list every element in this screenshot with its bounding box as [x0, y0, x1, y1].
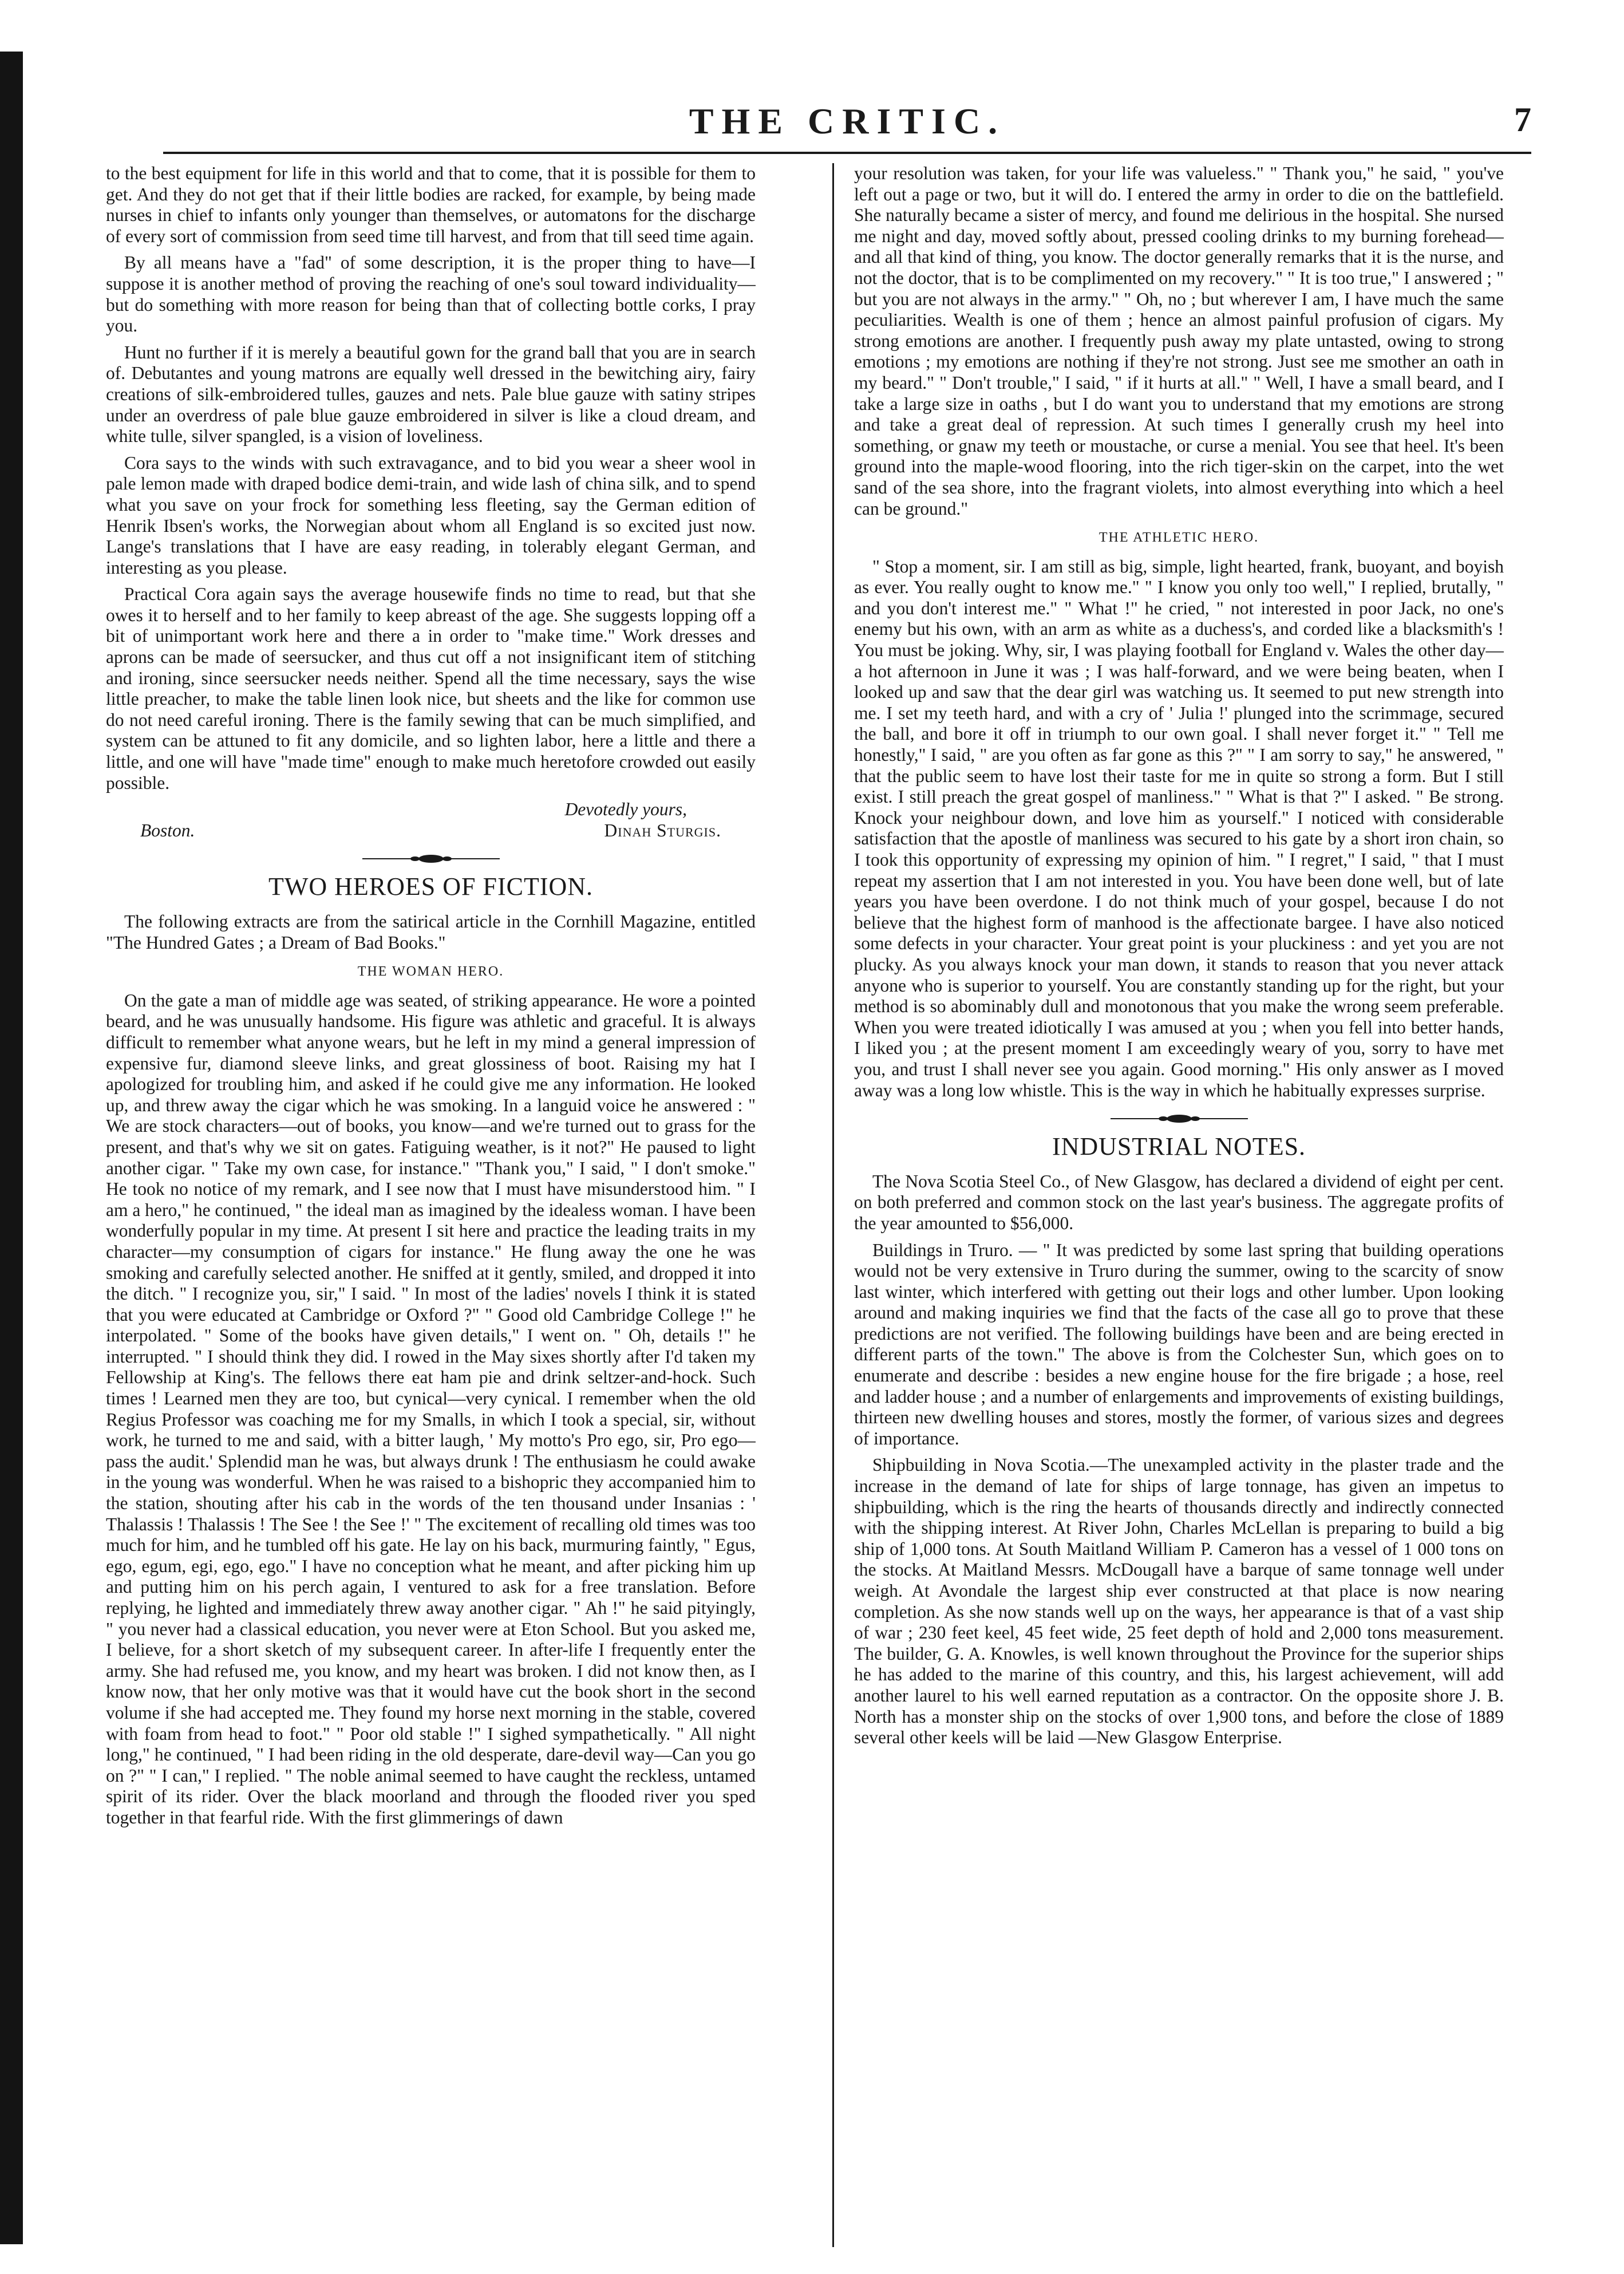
masthead-title: THE CRITIC. — [689, 101, 1006, 141]
letter-signoff — [106, 820, 756, 842]
page-header — [163, 100, 1531, 154]
section-ornament — [362, 854, 500, 864]
news-paragraph: Buildings in Truro. — " It was predicted by some last spring that building operations would not be very extensive in Truro during the summer, owing to the scarcity of snow last winter, which interfered with getting out their logs and other lumber. Upon looking around and making inquiries we find that the facts of the case all go to prove that these predictions are not verified. The following buildings have been and are being erected in different parts of the town." The above is from the Colchester Sun, which goes on to enumerate and describe : besides a new engine house for the fire brigade ; a hose, reel and ladder house ; and a number of enlargements and improvements of existing buildings, thirteen new dwelling houses and stores, mostly the former, of various sizes and degrees of importance. — [854, 1239, 1504, 1448]
right-column — [854, 163, 1504, 2247]
letter-paragraph: Hunt no further if it is merely a beautiful gown for the grand ball that you are in search of. Debutantes and young matrons are equally well dressed in the bewitching airy, fairy creations of silk-embroidered tulles, gauzes and nets. Pale blue gauze with satiny stripes under an overdress of pale blue gauze embroidered in silver is like a cloud dream, and white tulle, silver spangled, is a vision of loveliness. — [106, 342, 756, 447]
story-paragraph: On the gate a man of middle age was seated, of striking appearance. He wore a pointed beard, and he was unusually handsome. His figure was athletic and graceful. It is always difficult to remember what anyone wears, but he left in my mind a general impression of expensive fur, diamond sleeve links, and great glossiness of boot. Raising my hat I apologized for troubling him, and asked if he could give me any information. He looked up, and threw away the cigar which he was smoking. In a languid voice he answered : " We are stock characters—out of books, you know—and we're turned out to grass for the present, and that's why we sit on gates. Fatiguing weather, is it not?" He paused to light another cigar. " Take my own case, for instance." "Thank you," I said, " I don't smoke." He took no notice of my remark, and I see now that I must have misunderstood him. " I am a hero," he continued, " the ideal man as imagined by the idealess woman. I have been wonderfully popular in my time. At present I sit here and practice the leading traits in my character—my consumption of cigars for instance." He flung away the one he was smoking and carefully selected another. He sniffed at it gently, smiled, and dropped it into the ditch. " I recognize you, sir," I said. " In most of the ladies' novels I think it is stated that you were educated at Cambridge or Oxford ?" " Good old Cambridge College !" he interpolated. " Some of the books have given details," I went on. " Oh, details !" he interrupted. " I should think they did. I rowed in the May sixes shortly after I'd taken my Fellowship at King's. The fellows there eat ham pie and drink seltzer-and-hock. Such times ! Learned men they are too, but cynical—very cynical. I remember when the old Regius Professor was coaching me for my Smalls, in which I took a special, sir, without work, he turned to me and said, with a bitter laugh, ' My motto's Pro ego, sir, Pro ego—pass the audit.' Splendid man he was, but always drunk ! The enthusiasm he could awake in the young was wonderful. When he was raised to a bishopric they accompanied him to the station, shouting after his cab in the words of the ten thousand under Insanias : ' Thalassis ! Thalassis ! The See ! the See !' " The excitement of recalling old times was too much for him, and he tumbled off his gate. He lay on his back, murmuring faintly, " Egus, ego, egum, egi, ego, ego." I have no conception what he meant, and after picking him up and putting him on his perch again, I ventured to ask for a free translation. Before replying, he lighted and immediately threw away another cigar. " Ah !" he said pityingly, " you never had a classical education, you never were at Eton School. But you asked me, I believe, for a short sketch of my subsequent career. In after-life I frequently enter the army. She had refused me, you know, and my heart was broken. I did not know then, as I know now, that her only motive was that it would have cut the book short in the second volume if she had accepted me. They found my horse next morning in the stable, covered with foam from head to foot." " Poor old stable !" I sighed sympathetically. " All night long," he continued, " I had been riding in the old desperate, dare-devil way—Can you go on ?" " I can," I replied. " The noble animal seemed to have caught the reckless, untamed spirit of its rider. Over the black moorland and through the flooded river you sped together in that fearful ride. With the first glimmerings of dawn — [106, 990, 756, 1827]
section-subheading: THE WOMAN HERO. — [357, 964, 504, 980]
left-column — [106, 163, 756, 2247]
article-intro: The following extracts are from the satirical article in the Cornhill Magazine, entitled "The Hundred Gates ; a Dream of Bad Books." — [106, 911, 756, 953]
page-number: 7 — [1514, 101, 1531, 139]
letter-author: Dinah Sturgis. — [604, 820, 721, 840]
column-divider — [832, 163, 834, 2247]
letter-paragraph: Cora says to the winds with such extravagance, and to bid you wear a sheer wool in pale lemon made with draped bodice demi-train, and wide lash of china silk, and to spend what you save on your frock for something less fleeting, say the German edition of Henrik Ibsen's works, the Norwegian about whom all England is so excited just now. Lange's translations that I have are easy reading, in tolerably elegant German, and interesting as you please. — [106, 452, 756, 578]
section-subheading: THE ATHLETIC HERO. — [1099, 530, 1259, 546]
letter-paragraph: Practical Cora again says the average housewife finds no time to read, but that she owes it to herself and to her family to keep abreast of the age. She suggests lopping off a bit of unimportant work here and there a in order to "make time." Work dresses and aprons can be made of seersucker, and thus cut off a not insignificant item of stitching and ironing, since seersucker needs neither. Spend all the time necessary, says the wise little preacher, to make the table linen look nice, but sheets and the like for common use do not need careful ironing. There is the family sewing that can be much simplified, and system can be attuned to fit any domicile, and so lighten labor, here a little and there a little, and one will have "made time" enough to make much heretofore crowded out easily possible. — [106, 584, 756, 793]
article-heading: INDUSTRIAL NOTES. — [1052, 1132, 1306, 1161]
article-heading: TWO HEROES OF FICTION. — [268, 873, 594, 901]
news-paragraph: The Nova Scotia Steel Co., of New Glasgow, has declared a dividend of eight per cent. on both preferred and common stock on the last year's business. The aggregate profits of the year amounted to $56,000. — [854, 1171, 1504, 1233]
section-ornament — [1111, 1114, 1248, 1124]
story-paragraph: your resolution was taken, for your life was valueless." " Thank you," he said, " you've left out a page or two, but it will do. I entered the army in order to die on the battlefield. She naturally became a sister of mercy, and found me delirious in the hospital. She nursed me night and day, moved softly about, pressed cooling drinks to my burning forehead—and all that kind of thing, you know. The doctor generally remarks that it is the nurse, and not the doctor, that is to be complimented on my recovery." " It is too true," I answered ; " but you are not always in the army." " Oh, no ; but wherever I am, I have much the same peculiarities. Wealth is one of them ; hence an almost painful profusion of cigars. My strong emotions are another. I frequently push away my plate untasted, owing to strong emotions ; my emotions are nothing if they're not strong. Just see me smother an oath in my beard." " Don't trouble," I said, " if it hurts at all." " Well, I have a small beard, and I take a large size in oaths , but I do want you to understand that my emotions are strong and take a great deal of repression. At such times I generally crush my heel into something, or gnaw my teeth or moustache, or curse a menial. You see that heel. It's been ground into the maple-wood flooring, into the rich tiger-skin on the carpet, into the wet sand of the sea shore, into the fragrant violets, into almost everything into which a heel can be ground." — [854, 163, 1504, 519]
news-paragraph: Shipbuilding in Nova Scotia.—The unexampled activity in the plaster trade and the increase in the demand of late for ships of large tonnage, has given an impetus to shipbuilding, which is the ring the hearts of thousands directly and indirectly connected with the shipping interest. At River John, Charles McLellan is preparing to build a big ship of 1,000 tons. At South Maitland William P. Cameron has a vessel of 1 000 tons on the stocks. At Maitland Messrs. McDougall have a barque of same tonnage well under weigh. At Avondale the largest ship ever constructed at that place is now nearing completion. As she now stands well up on the ways, her appearance is that of a vast ship of war ; 230 feet keel, 45 feet wide, 25 feet depth of hold and 2,000 tons measurement. The builder, G. A. Knowles, is well known throughout the Province for the superior ships he has added to the marine of this country, and this, his largest achievement, will add another laurel to his well earned reputation as a contractor. On the opposite shore J. B. North has a monster ship on the stocks of over 1,900 tons, and before the close of 1889 several other keels will be laid —New Glasgow Enterprise. — [854, 1455, 1504, 1748]
letter-paragraph: to the best equipment for life in this world and that to come, that it is possible for them to get. And they do not get that if their little bodies are racked, for example, by being made nurses in chief to infants only younger than themselves, or automatons for the discharge of every sort of commission from seed time till harvest, and from that till seed time again. — [106, 163, 756, 246]
letter-closing: Devotedly yours, — [564, 799, 687, 820]
letter-paragraph: By all means have a "fad" of some description, it is the proper thing to have—I suppose it is another method of proving the reaching of one's soul toward individuality—but do something with more reason for being than that of collecting bottle corks, I pray you. — [106, 252, 756, 336]
story-paragraph: " Stop a moment, sir. I am still as big, simple, light hearted, frank, buoyant, and boyish as ever. You really ought to know me." " I know you only too well," I replied, brutally, " and you don't interest me." " What !" he cried, " not interested in poor Jack, no one's enemy but his own, with an arm as white as a duchess's, and corded like a blacksmith's ! You must be joking. Why, sir, I was playing football for England v. Wales the other day—a hot afternoon in June it was ; I was half-forward, and we were being beaten, when I looked up and saw that the dear girl was watching us. It seemed to put new strength into me. I set my teeth hard, and with a cry of ' Julia !' plunged into the scrimmage, secured the ball, and bore it off in triumph to our own goal. I shall never forget it." " Tell me honestly," I said, " are you often as far gone as this ?" " I am sorry to say," he answered, " that the public seem to have lost their taste for me in quite so strong a form. But I still exist. I still preach the great gospel of manliness." " What is that ?" I asked. " Be strong. Knock your neighbour down, and love him as yourself." I noticed with considerable satisfaction that the apostle of manliness was secured to his gate by a short iron chain, so I took this opportunity of expressing my opinion of him. " I regret," I said, " that I must repeat my assertion that I am not interested in you. You have been done well, but of late years you have been overdone. I do not think much of your gospel, because I do not believe that the highest form of manhood is the affectionate bargee. I have also noticed some defects in your character. Your great point is your pluckiness : and yet you are not plucky. As you always knock your man down, it stands to reason that you never attack anyone who is superior to yourself. You are constantly standing up for the right, but your method is so abominably dull and monotonous that you make the wrong seem preferable. When you were treated idiotically I was amused at you ; when you fell into better hands, I liked you ; at the present moment I am exceedingly weary of you, sorry to have met you, and trust I shall never see you again. Good morning." His only answer as I moved away was a long low whistle. This is the way in which he habitually expresses surprise. — [854, 556, 1504, 1100]
letter-place: Boston. — [140, 820, 195, 840]
scan-edge-shadow — [0, 52, 23, 2244]
